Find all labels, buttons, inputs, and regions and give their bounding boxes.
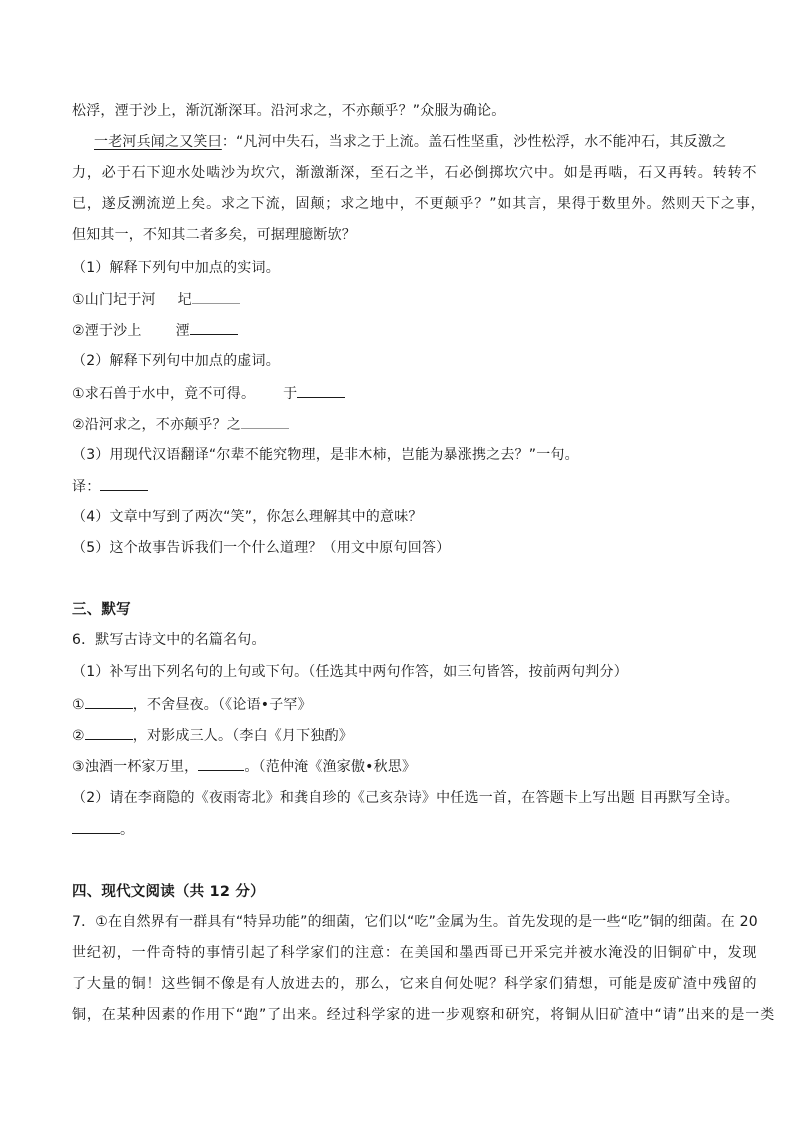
- period: 。: [120, 822, 135, 838]
- section-4-heading: 四、现代文阅读（共 12 分）: [72, 884, 265, 900]
- passage-line-1: 松浮，湮于沙上，渐沉渐深耳。沿河求之，不亦颠乎？”众服为确论。: [72, 103, 506, 119]
- answer-blank[interactable]: [241, 414, 289, 429]
- question-2: （2）解释下列句中加点的虚词。: [72, 353, 280, 369]
- fill-item-1: [72, 694, 724, 715]
- question-3-answer: [72, 476, 724, 497]
- answer-blank[interactable]: [190, 320, 238, 335]
- question-1a: [72, 289, 724, 310]
- fill-item-3-prefix: ③浊酒一杯家万里，: [72, 759, 199, 775]
- reading-line-2: 世纪初，一件奇特的事情引起了科学家们的注意：在美国和墨西哥已开采完并被水淹没的旧铜矿中，发现: [72, 945, 758, 961]
- question-2a: [72, 383, 724, 404]
- question-6-1: （1）补写出下列名句的上句或下句。（任选其中两句作答，如三句皆答，按前两句判分）: [72, 664, 628, 680]
- fill-item-2: [72, 725, 724, 746]
- question-6: 6．默写古诗文中的名篇名句。: [72, 632, 266, 648]
- question-1b-char: 湮: [175, 323, 190, 339]
- passage-line-2-rest: ：“凡河中失石，当求之于上流。盖石性坚重，沙性松浮，水不能冲石，其反激之: [221, 134, 727, 150]
- question-2b: [72, 414, 724, 435]
- question-4: （4）文章中写到了两次“笑”，你怎么理解其中的意味？: [72, 509, 423, 525]
- passage-line-2: [94, 132, 746, 152]
- answer-blank[interactable]: [198, 756, 244, 771]
- question-1a-char: 圮: [177, 292, 192, 308]
- passage-line-3: 力，必于石下迎水处啮沙为坎穴，渐激渐深，至石之半，石必倒掷坎穴中。如是再啮，石又再转。转转不: [72, 165, 758, 181]
- fill-item-3-rest: 。（范仲淹《渔家傲•秋思》: [244, 759, 417, 775]
- underlined-phrase: 一老河兵闻之又笑曰: [94, 134, 222, 150]
- fill-item-3: [72, 756, 724, 777]
- question-1a-text: ①山门圮于河: [72, 292, 156, 308]
- answer-blank[interactable]: [85, 694, 133, 709]
- fill-item-1-rest: ，不舍昼夜。（《论语•子罕》: [132, 697, 312, 713]
- question-1b-text: ②湮于沙上: [72, 323, 142, 339]
- question-5: （5）这个故事告诉我们一个什么道理？（用文中原句回答）: [72, 540, 451, 556]
- question-2a-text: ①求石兽于水中，竟不可得。: [72, 386, 256, 402]
- reading-line-3: 了大量的铜！这些铜不像是有人放进去的，那么，它来自何处呢？科学家们猜想，可能是废矿渣中残留的: [72, 976, 758, 992]
- question-1b: [72, 320, 724, 341]
- question-1: （1）解释下列句中加点的实词。: [72, 260, 280, 276]
- question-6-2-answer: [72, 819, 724, 840]
- question-3: （3）用现代汉语翻译“尔辈不能究物理，是非木柿，岂能为暴涨携之去？”一句。: [72, 447, 579, 463]
- answer-blank[interactable]: [192, 289, 240, 304]
- translate-label: 译：: [72, 479, 101, 495]
- answer-blank[interactable]: [100, 476, 148, 491]
- passage-line-5: 但知其一，不知其二者多矣，可据理臆断欤？: [72, 227, 356, 243]
- reading-line-4: 铜，在某种因素的作用下“跑”了出来。经过科学家的进一步观察和研究，将铜从旧矿渣中“请”出来的是一类: [72, 1007, 776, 1023]
- answer-blank[interactable]: [72, 819, 120, 834]
- fill-item-2-prefix: ②: [72, 728, 85, 744]
- passage-line-4: 已，遂反溯流逆上矣。求之下流，固颠；求之地中，不更颠乎？”如其言，果得于数里外。然则天下之事，: [72, 196, 766, 212]
- fill-item-2-rest: ，对影成三人。（李白《月下独酌》: [132, 728, 353, 744]
- question-2a-char: 于: [283, 386, 298, 402]
- question-6-2: （2）请在李商隐的《夜雨寄北》和龚自珍的《己亥杂诗》中任选一首，在答题卡上写出题 目再默写全诗。: [72, 790, 739, 806]
- answer-blank[interactable]: [297, 383, 345, 398]
- fill-item-1-prefix: ①: [72, 697, 85, 713]
- section-3-heading: 三、默写: [72, 602, 131, 618]
- answer-blank[interactable]: [85, 725, 133, 740]
- question-2b-text: ②沿河求之，不亦颠乎？之: [72, 417, 241, 433]
- reading-line-1: 7．①在自然界有一群具有“特异功能”的细菌，它们以“吃”金属为生。首先发现的是一些“吃”铜的细菌。在 20: [72, 914, 758, 930]
